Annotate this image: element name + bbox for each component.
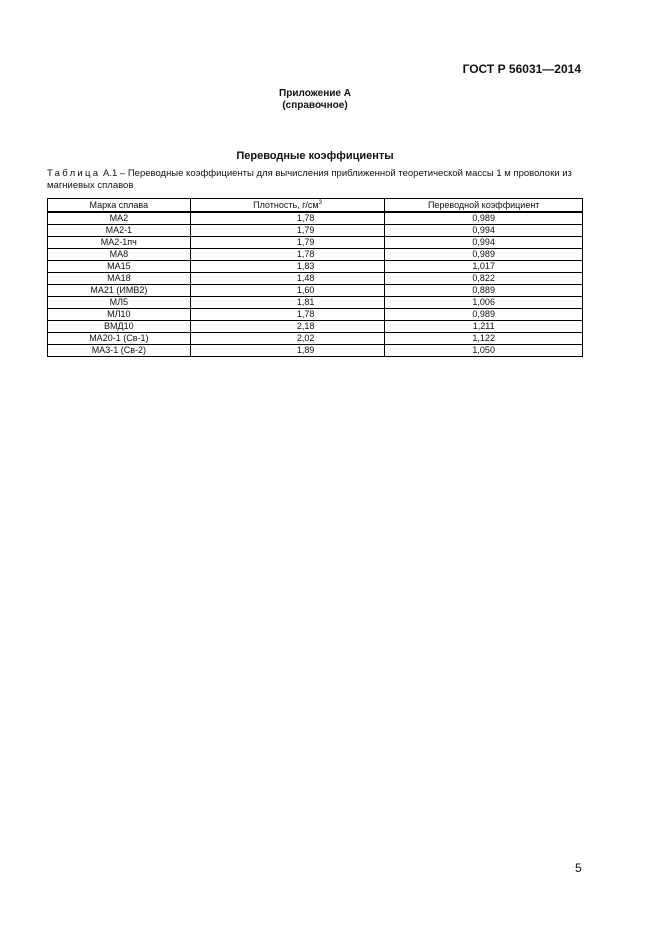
- appendix-heading: [0, 88, 630, 112]
- table-row: [48, 237, 583, 249]
- density-cell: 1,83: [190, 261, 385, 273]
- alloy-grade-cell: МА2: [48, 212, 191, 225]
- section-title: Переводные коэффициенты: [236, 150, 394, 162]
- alloy-grade-cell: МА20-1 (Св-1): [48, 333, 191, 345]
- table-caption-number: А.1 –: [103, 168, 126, 179]
- appendix-subtitle: (справочное): [282, 100, 348, 111]
- alloy-grade-cell: МА2-1пч: [48, 237, 191, 249]
- alloy-grade-cell: МА21 (ИМВ2): [48, 285, 191, 297]
- conversion-factor-cell: 0,989: [385, 309, 583, 321]
- conversion-factor-cell: 0,989: [385, 212, 583, 225]
- density-cell: 1,89: [190, 345, 385, 357]
- table-row: [48, 345, 583, 357]
- alloy-grade-cell: МА2-1: [48, 225, 191, 237]
- conversion-factor-cell: 1,017: [385, 261, 583, 273]
- conversion-factor-cell: 0,989: [385, 249, 583, 261]
- conversion-factor-cell: 0,994: [385, 225, 583, 237]
- table-row: [48, 333, 583, 345]
- alloy-grade-cell: МА3-1 (Св-2): [48, 345, 191, 357]
- density-cell: 1,79: [190, 237, 385, 249]
- table-caption-text: Переводные коэффициенты для вычисления приближенной теоретической массы 1 м проволоки из магниевых сплавов: [47, 168, 572, 191]
- document-code: ГОСТ Р 56031—2014: [462, 62, 581, 76]
- table-row: [48, 225, 583, 237]
- alloy-grade-cell: МЛ10: [48, 309, 191, 321]
- conversion-factor-cell: 0,889: [385, 285, 583, 297]
- table-row: [48, 297, 583, 309]
- density-cell: 1,78: [190, 309, 385, 321]
- table-row: [48, 212, 583, 225]
- appendix-title: Приложение А: [279, 88, 351, 99]
- density-cell: 1,60: [190, 285, 385, 297]
- density-cell: 1,48: [190, 273, 385, 285]
- density-cell: 1,78: [190, 212, 385, 225]
- alloy-grade-cell: МА18: [48, 273, 191, 285]
- table-row: [48, 309, 583, 321]
- table-caption-label: Таблица: [47, 168, 101, 179]
- table-row: [48, 285, 583, 297]
- alloy-grade-cell: МА8: [48, 249, 191, 261]
- table-row: [48, 249, 583, 261]
- table-caption: [47, 168, 583, 192]
- density-cell: 1,79: [190, 225, 385, 237]
- density-cell: 1,78: [190, 249, 385, 261]
- header-density: Плотность, $г/см^3$: [190, 199, 385, 213]
- page-number: 5: [575, 861, 582, 875]
- header-alloy-grade: Марка сплава: [48, 199, 191, 213]
- conversion-factor-cell: 1,050: [385, 345, 583, 357]
- table-row: [48, 321, 583, 333]
- conversion-factor-cell: 1,211: [385, 321, 583, 333]
- header-conversion-factor: Переводной коэффициент: [385, 199, 583, 213]
- table-row: [48, 261, 583, 273]
- conversion-factor-cell: 1,006: [385, 297, 583, 309]
- conversion-table: [47, 198, 583, 357]
- density-cell: 1,81: [190, 297, 385, 309]
- conversion-factor-cell: 1,122: [385, 333, 583, 345]
- density-cell: 2,18: [190, 321, 385, 333]
- alloy-grade-cell: МА15: [48, 261, 191, 273]
- density-cell: 2,02: [190, 333, 385, 345]
- conversion-factor-cell: 0,822: [385, 273, 583, 285]
- table-row: [48, 273, 583, 285]
- conversion-factor-cell: 0,994: [385, 237, 583, 249]
- alloy-grade-cell: МЛ5: [48, 297, 191, 309]
- alloy-grade-cell: ВМД10: [48, 321, 191, 333]
- table-header-row: [48, 199, 583, 213]
